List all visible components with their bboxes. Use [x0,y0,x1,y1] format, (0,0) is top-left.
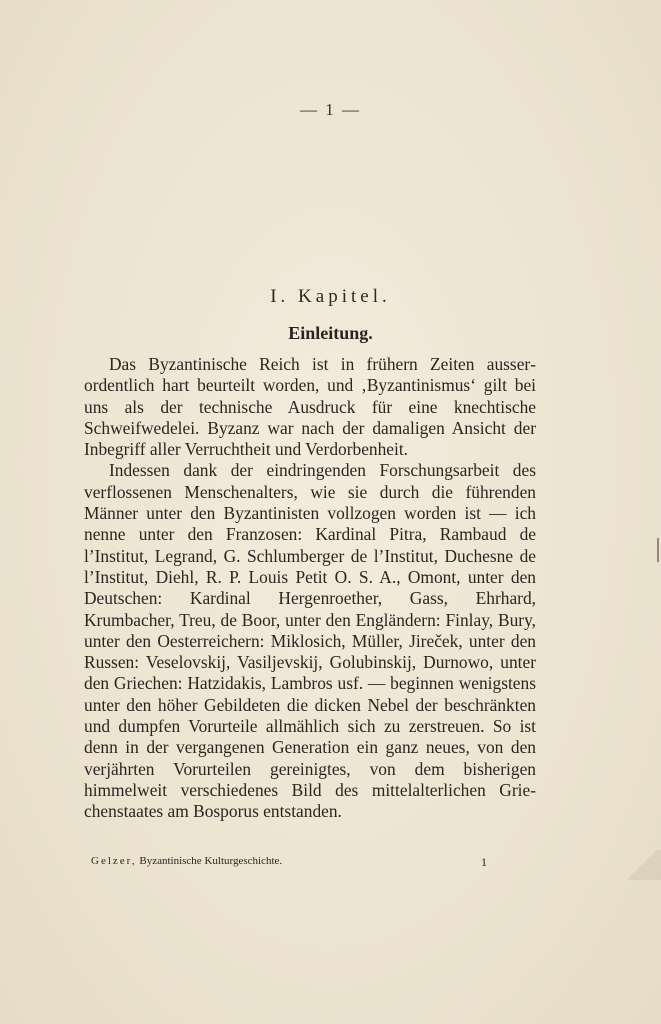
section-title: Einleitung. [288,323,373,343]
page-footer [91,855,487,867]
footer-work-title: Byzantinische Kulturgeschichte. [139,855,283,867]
chapter-title: I. Kapitel. [270,286,391,307]
body-text [84,354,536,823]
paper-fold-mark [621,850,661,880]
footer-author: Gelzer, [91,855,137,867]
paragraph: Das Byzantinische Reich ist in frühern Zeiten ausserordentlich hart beurteilt worden, und ‚Byzantinismus‘ gilt bei uns als der technische Ausdruck für eine knechtische Schweifwedelei. Byzanz war nach der damaligen Ansicht der Inbegriff aller Verruchtheit und Verdorbenheit. [84,354,536,460]
paragraph: Indessen dank der eindringenden Forschungsarbeit des verflossenen Menschenalters, wie sie durch die führenden Männer unter den Byzantinisten vollzogen worden ist — ich nenne unter den Franzosen: Kardinal Pitra, Rambaud de l’Institut, Legrand, G. Schlumberger de l’Institut, Duchesne de l’Institut, Diehl, R. P. Louis Petit O. S. A., Omont, unter den Deutschen: Kardinal Hergenroether, Gass, Ehrhard, Krumbacher, Treu, de Boor, unter den Engländern: Finlay, Bury, unter den Oesterreichern: Miklosich, Müller, Jireček, unter den Russen: Veselovskij, Vasiljevskij, Golubinskij, Durnowo, unter den Griechen: Hatzidakis, Lambros usf. — beginnen wenigstens unter den höher Gebildeten die dicken Nebel der beschränkten und dumpfen Vorurteile allmählich sich zu zerstreuen. So ist denn in der vergangenen Generation ein ganz neues, von den verjährten Vorurteilen gereinigtes, von dem bisherigen himmelweit verschiedenes Bild des mittelalterlichen Griechenstaates am Bosporus entstanden. [84,460,536,822]
page-number: — 1 — [300,100,361,119]
printer-signature: 1 [481,855,487,869]
margin-mark [657,538,659,562]
